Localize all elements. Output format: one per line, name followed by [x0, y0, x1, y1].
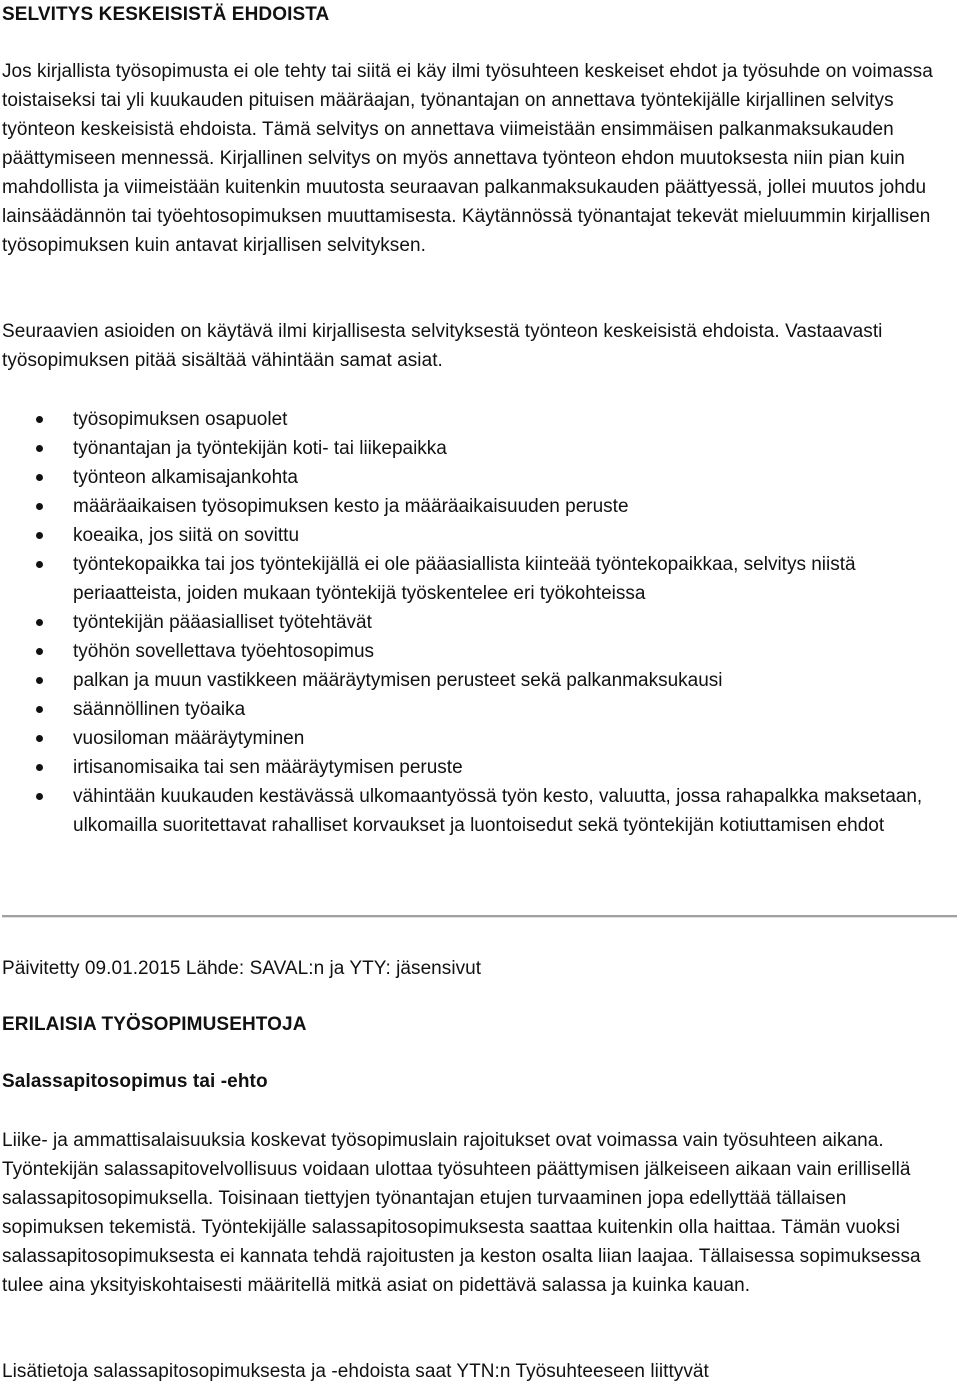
bullet-icon: [36, 532, 43, 539]
bullet-icon: [36, 474, 43, 481]
list-item: [0, 724, 950, 753]
list-item: [0, 666, 950, 695]
list-item: [0, 782, 950, 840]
list-item-text: palkan ja muun vastikkeen määräytymisen perusteet sekä palkanmaksukausi: [73, 670, 723, 691]
list-item-text: työsopimuksen osapuolet: [73, 409, 288, 430]
horizontal-divider: [2, 915, 957, 918]
requirements-paragraph: Seuraavien asioiden on käytävä ilmi kirjallisesta selvityksestä työnteon keskeisistä ehdoista. Vastaavasti työsopimuksen pitää sisältää vähintään samat asiat.: [2, 321, 883, 371]
section-title: ERILAISIA TYÖSOPIMUSEHTOJA: [2, 1014, 307, 1035]
list-item: [0, 521, 950, 550]
list-item-text: työntekijän pääasialliset työtehtävät: [73, 612, 372, 633]
bullet-icon: [36, 561, 43, 568]
list-item-text: vähintään kuukauden kestävässä ulkomaantyössä työn kesto, valuutta, jossa rahapalkka maksetaan, ulkomailla suoritettavat rahalliset korvaukset ja luontoisedut sekä työntekijän kotiuttamisen ehdot: [73, 786, 923, 836]
bullet-icon: [36, 793, 43, 800]
bullet-icon: [36, 706, 43, 713]
list-item-text: koeaika, jos siitä on sovittu: [73, 525, 300, 546]
bullet-icon: [36, 764, 43, 771]
bullet-icon: [36, 445, 43, 452]
list-item: [0, 695, 950, 724]
more-info-line: Lisätietoja salassapitosopimuksesta ja -ehdoista saat YTN:n Työsuhteeseen liittyvät: [2, 1361, 709, 1382]
bullet-icon: [36, 648, 43, 655]
bullet-icon: [36, 677, 43, 684]
bullet-icon: [36, 416, 43, 423]
list-item: [0, 637, 950, 666]
list-item: [0, 463, 950, 492]
updated-line: Päivitetty 09.01.2015 Lähde: SAVAL:n ja YTY: jäsensivut: [2, 958, 482, 979]
list-item-text: irtisanomisaika tai sen määräytymisen peruste: [73, 757, 463, 778]
list-item: [0, 434, 950, 463]
required-items-list: [0, 405, 950, 840]
intro-paragraph: Jos kirjallista työsopimusta ei ole tehty tai siitä ei käy ilmi työsuhteen keskeiset ehdot ja työsuhde on voimassa toistaiseksi tai yli kuukauden pituisen määräajan, työnantajan on annettava työntekijälle kirjallinen selvitys työnteon keskeisistä ehdoista. Tämä selvitys on annettava viimeistään ensimmäisen palkanmaksukauden päättymiseen mennessä. Kirjallinen selvitys on myös annettava työnteon ehdon muutoksesta niin pian kuin mahdollista ja viimeistään kuitenkin muutosta seuraavan palkanmaksukauden päättyessä, jollei muutos johdu lainsäädännön tai työehtosopimuksen muuttamisesta. Käytännössä työnantajat tekevät mieluummin kirjallisen työsopimuksen kuin antavat kirjallisen selvityksen.: [2, 61, 933, 256]
list-item-text: määräaikaisen työsopimuksen kesto ja määräaikaisuuden peruste: [73, 496, 629, 517]
list-item: [0, 550, 950, 608]
subsection-paragraph: Liike- ja ammattisalaisuuksia koskevat työsopimuslain rajoitukset ovat voimassa vain työsuhteen aikana. Työntekijän salassapitovelvollisuus voidaan ulottaa työsuhteen päättymisen jälkeiseen aikaan vain erillisellä salassapitosopimuksella. Toisinaan tiettyjen työnantajan etujen turvaaminen jopa edellyttää tällaisen sopimuksen tekemistä. Työntekijälle salassapitosopimuksesta saattaa kuitenkin olla haittaa. Tämän vuoksi salassapitosopimuksesta ei kannata tehdä rajoitusten ja keston osalta liian laajaa. Tällaisessa sopimuksessa tulee aina yksityiskohtaisesti määritellä mitkä asiat on pidettävä salassa ja kuinka kauan.: [2, 1130, 921, 1296]
list-item-text: vuosiloman määräytyminen: [73, 728, 305, 749]
list-item-text: säännöllinen työaika: [73, 699, 246, 720]
bullet-icon: [36, 503, 43, 510]
list-item-text: työhön sovellettava työehtosopimus: [73, 641, 375, 662]
list-item-text: työnteon alkamisajankohta: [73, 467, 298, 488]
bullet-icon: [36, 735, 43, 742]
list-item: [0, 608, 950, 637]
list-item-text: työntekopaikka tai jos työntekijällä ei ole pääasiallista kiinteää työntekopaikkaa, selvitys niistä periaatteista, joiden mukaan työntekijä työskentelee eri työkohteissa: [73, 554, 856, 604]
bullet-icon: [36, 619, 43, 626]
list-item-text: työnantajan ja työntekijän koti- tai liikepaikka: [73, 438, 447, 459]
list-item: [0, 492, 950, 521]
list-item: [0, 753, 950, 782]
document-title: SELVITYS KESKEISISTÄ EHDOISTA: [2, 4, 330, 25]
list-item: [0, 405, 950, 434]
subsection-title: Salassapitosopimus tai -ehto: [2, 1071, 268, 1092]
